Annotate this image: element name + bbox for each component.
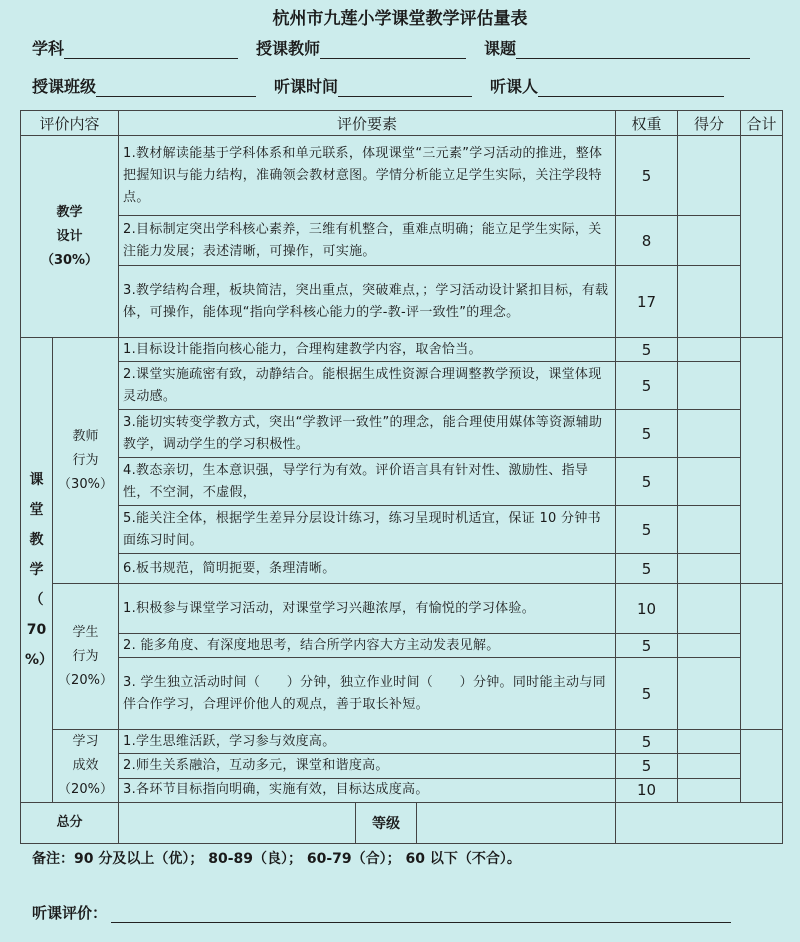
total-grade-cell — [119, 803, 616, 844]
score-cell[interactable] — [678, 506, 741, 554]
score-cell[interactable] — [678, 730, 741, 754]
weight-cell: 5 — [616, 458, 678, 506]
weight-cell: 5 — [616, 634, 678, 658]
table-row — [21, 506, 783, 554]
criteria-cell: 1.教材解读能基于学科体系和单元联系，体现课堂“三元素”学习活动的推进，整体把握知识与能力结构，准确领会教材意图。学情分析能立足学生实际，关注学段特点。 — [119, 136, 616, 216]
criteria-cell: 1.目标设计能指向核心能力，合理构建教学内容，取舍恰当。 — [119, 338, 616, 362]
header-content: 评价内容 — [21, 111, 119, 136]
student-behavior-category: 学生 行为 （20%） — [53, 584, 119, 730]
criteria-cell: 3.能切实转变学教方式，突出“学教评一致性”的理念，能合理使用媒体等资源辅助教学，调动学生的学习积极性。 — [119, 410, 616, 458]
score-cell[interactable] — [678, 216, 741, 266]
table-row — [21, 362, 783, 410]
criteria-cell: 2. 能多角度、有深度地思考，结合所学内容大方主动发表见解。 — [119, 634, 616, 658]
grade-value-cell[interactable] — [616, 803, 783, 844]
header-total: 合计 — [741, 111, 783, 136]
subtotal-cell[interactable] — [741, 584, 783, 730]
table-row — [21, 778, 783, 802]
weight-cell: 10 — [616, 584, 678, 634]
class-label: 授课班级 — [32, 77, 97, 96]
topic-label: 课题 — [484, 39, 517, 58]
weight-cell: 10 — [616, 778, 678, 802]
topic-field[interactable] — [516, 40, 750, 59]
score-cell[interactable] — [678, 362, 741, 410]
grade-field[interactable] — [417, 803, 615, 843]
evaluation-table — [20, 110, 783, 844]
score-cell[interactable] — [678, 338, 741, 362]
weight-cell: 5 — [616, 754, 678, 778]
score-cell[interactable] — [678, 266, 741, 338]
weight-cell: 5 — [616, 410, 678, 458]
total-row — [21, 803, 783, 844]
subtotal-cell[interactable] — [741, 338, 783, 584]
criteria-cell: 3. 学生独立活动时间（ ）分钟，独立作业时间（ ）分钟。同时能主动与同伴合作学习，合理评价他人的观点，善于取长补短。 — [119, 658, 616, 730]
class-field[interactable] — [96, 78, 256, 97]
criteria-cell: 3.教学结构合理，板块简洁，突出重点，突破难点，；学习活动设计紧扣目标，有载体，可操作，能体现“指向学科核心能力的学-教-评一致性”的理念。 — [119, 266, 616, 338]
design-category: 教学 设计 （30%） — [21, 136, 119, 338]
table-row — [21, 554, 783, 584]
criteria-cell: 3.各环节目标指向明确，实施有效，目标达成度高。 — [119, 778, 616, 802]
score-cell[interactable] — [678, 778, 741, 802]
criteria-cell: 5.能关注全体，根据学生差异分层设计练习，练习呈现时机适宜，保证 10 分钟书面练习时间。 — [119, 506, 616, 554]
score-cell[interactable] — [678, 634, 741, 658]
grading-note: 备注：90 分及以上（优）； 80-89（良）； 60-79（合）； 60 以下（不合）。 — [32, 851, 521, 867]
score-cell[interactable] — [678, 554, 741, 584]
learning-outcome-category: 学习 成效 （20%） — [53, 730, 119, 803]
criteria-cell: 2.师生关系融洽，互动多元，课堂和谐度高。 — [119, 754, 616, 778]
criteria-cell: 2.课堂实施疏密有致，动静结合。能根据生成性资源合理调整教学预设，课堂体现灵动感。 — [119, 362, 616, 410]
table-row — [21, 410, 783, 458]
table-row — [21, 634, 783, 658]
comment-field[interactable] — [111, 904, 731, 923]
subject-field[interactable] — [64, 40, 238, 59]
weight-cell: 5 — [616, 362, 678, 410]
table-row — [21, 658, 783, 730]
weight-cell: 5 — [616, 506, 678, 554]
comment-row — [32, 902, 731, 923]
table-row — [21, 338, 783, 362]
criteria-cell: 6.板书规范，简明扼要，条理清晰。 — [119, 554, 616, 584]
weight-cell: 5 — [616, 338, 678, 362]
header-weight: 权重 — [616, 111, 678, 136]
score-cell[interactable] — [678, 754, 741, 778]
table-row — [21, 216, 783, 266]
criteria-cell: 4.教态亲切，生本意识强，导学行为有效。评价语言具有针对性、激励性、指导性，不空洞，不虚假， — [119, 458, 616, 506]
weight-cell: 8 — [616, 216, 678, 266]
teacher-label: 授课教师 — [256, 39, 321, 58]
header-score: 得分 — [678, 111, 741, 136]
listener-field[interactable] — [538, 78, 724, 97]
subtotal-cell[interactable] — [741, 136, 783, 338]
weight-cell: 17 — [616, 266, 678, 338]
grade-label: 等级 — [356, 803, 417, 843]
subject-label: 学科 — [32, 39, 65, 58]
header-row — [21, 111, 783, 136]
weight-cell: 5 — [616, 730, 678, 754]
criteria-cell: 2.目标制定突出学科核心素养，三维有机整合，重难点明确；能立足学生实际，关注能力发展；表述清晰，可操作，可实施。 — [119, 216, 616, 266]
score-cell[interactable] — [678, 136, 741, 216]
score-cell[interactable] — [678, 410, 741, 458]
classroom-category: 课 堂 教 学 （ 70 %） — [21, 338, 53, 803]
table-row — [21, 458, 783, 506]
table-row — [21, 730, 783, 754]
table-row — [21, 754, 783, 778]
subtotal-cell[interactable] — [741, 730, 783, 803]
criteria-cell: 1.积极参与课堂学习活动，对课堂学习兴趣浓厚，有愉悦的学习体验。 — [119, 584, 616, 634]
score-cell[interactable] — [678, 584, 741, 634]
info-row-2 — [32, 74, 724, 97]
table-row — [21, 266, 783, 338]
time-label: 听课时间 — [274, 77, 339, 96]
table-row — [21, 136, 783, 216]
total-score-field[interactable] — [119, 803, 356, 843]
weight-cell: 5 — [616, 136, 678, 216]
score-cell[interactable] — [678, 658, 741, 730]
info-row-1 — [32, 36, 750, 59]
criteria-cell: 1.学生思维活跃，学习参与效度高。 — [119, 730, 616, 754]
header-criteria: 评价要素 — [119, 111, 616, 136]
weight-cell: 5 — [616, 658, 678, 730]
time-field[interactable] — [338, 78, 472, 97]
score-cell[interactable] — [678, 458, 741, 506]
teacher-field[interactable] — [320, 40, 466, 59]
table-row — [21, 584, 783, 634]
weight-cell: 5 — [616, 554, 678, 584]
teacher-behavior-category: 教师 行为 （30%） — [53, 338, 119, 584]
total-label: 总分 — [21, 803, 119, 844]
comment-label: 听课评价： — [32, 904, 108, 922]
listener-label: 听课人 — [490, 77, 539, 96]
page-title: 杭州市九莲小学课堂教学评估量表 — [272, 9, 528, 29]
